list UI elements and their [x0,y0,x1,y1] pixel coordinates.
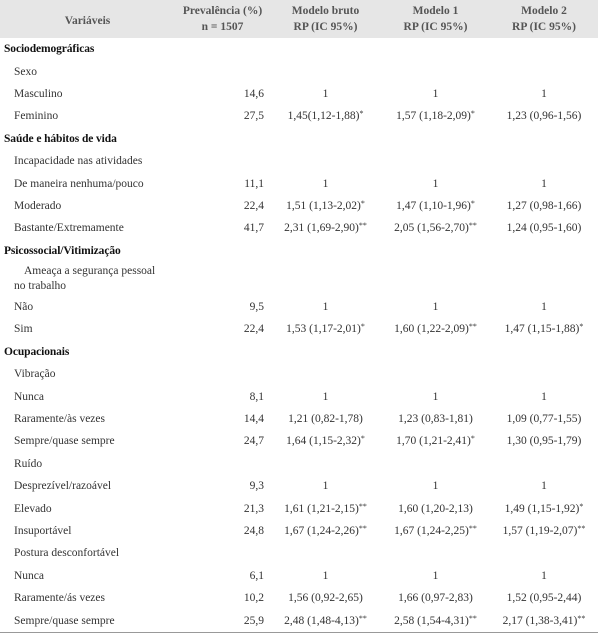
section-heading: Ocupacionais [4,345,70,358]
rp-bruto-cell: 1 [322,87,329,100]
rp-bruto-cell: 1,56 (0,92-2,65) [288,592,363,605]
rp-modelo2-cell: 1,30 (0,95-1,79) [506,435,582,448]
category-label: Nunca [14,390,45,403]
header-row-1 [0,0,598,19]
prevalence-cell: 22,4 [243,199,264,212]
category-label: Sempre/quase sempre [14,435,115,448]
significance-marker: ** [358,613,367,623]
significance-marker: ** [358,524,367,533]
table-row [0,497,598,519]
rp-modelo2-cell: 1,09 (0,77-1,55) [506,413,582,426]
header-rp-m1: RP (IC 95%) [403,21,468,33]
significance-marker: ** [358,221,367,231]
rp-modelo1-cell: 1 [432,87,439,100]
rp-bruto-cell: 1 [322,177,329,190]
rp-modelo1-cell: 1,70 (1,21-2,41)* [396,434,475,448]
rp-modelo2-cell: 1 [541,480,547,493]
significance-marker: * [579,501,584,511]
table-row [0,520,598,542]
rp-modelo1-cell: 1,67 (1,24-2,25)** [394,524,477,537]
table-row [0,430,598,452]
rp-bruto-cell: 1,64 (1,15-2,32)* [286,434,365,448]
subheading-row [0,150,598,172]
category-label: Não [14,301,34,314]
rp-modelo2-cell: 1 [541,177,547,190]
section-row [0,128,598,150]
rp-bruto-cell: 1 [322,569,329,582]
variable-subheading: Ruído [14,457,43,470]
section-row [0,38,598,60]
subheading-row [0,262,598,296]
table-row [0,105,598,127]
rp-bruto-cell: 2,48 (1,48-4,13)** [270,609,381,632]
prevalence-cell: 24,8 [243,525,264,537]
table-header [0,0,598,38]
prevalence-cell: 14,4 [243,413,264,426]
variable-subheading [0,262,598,296]
prevalence-cell: 10,2 [243,592,264,605]
category-label: De maneira nenhuma/pouco [14,177,144,190]
prevalence-cell: 25,9 [175,609,270,632]
rp-modelo1-cell: 1,60 (1,20-2,13) [398,502,473,515]
rp-modelo1-cell: 1,66 (0,97-2,83) [398,592,473,605]
prevalence-cell: 9,5 [249,301,264,314]
variable-subheading: Postura desconfortável [14,547,120,560]
category-label: Raramente/às vezes [14,413,105,426]
table-row [0,195,598,217]
rp-modelo1-cell: 2,58 (1,54-4,31)** [381,609,490,632]
rp-bruto-cell: 1,53 (1,17-2,01)* [286,322,365,336]
category-label: Desprezível/razoável [14,480,112,493]
rp-modelo2-cell: 1,23 (0,96-1,56) [506,110,582,123]
subheading-line-1: Ameaça a segurança pessoal [24,264,156,277]
prevalence-cell: 24,7 [243,435,264,448]
prevalence-cell: 8,1 [249,390,264,403]
rp-modelo1-cell: 1 [432,301,439,314]
significance-marker: * [470,109,475,119]
subheading-row [0,542,598,564]
significance-marker: * [360,434,365,444]
rp-modelo1-cell: 1,60 (1,22-2,09)** [394,322,477,336]
rp-modelo1-cell: 1 [432,569,439,582]
category-label: Elevado [14,502,52,515]
category-label: Insuportável [14,525,72,537]
header-modelo-2: Modelo 2 [521,5,567,17]
rp-modelo2-cell: 1,52 (0,95-2,44) [506,592,582,605]
category-label: Sim [14,323,33,336]
rp-bruto-cell: 1,51 (1,13-2,02)* [286,198,365,212]
rp-modelo2-cell: 1,57 (1,19-2,07)** [502,524,586,537]
category-label: Raramente/ás vezes [14,592,105,605]
subheading-row [0,363,598,385]
significance-marker: ** [468,221,477,231]
rp-modelo2-cell: 1,49 (1,15-1,92)* [504,501,584,515]
section-heading: Psicossocial/Vitimização [4,244,121,257]
header-variaveis: Variáveis [64,14,111,27]
rp-modelo1-cell: 2,05 (1,56-2,70)** [394,221,477,235]
table-row [0,296,598,318]
rp-modelo2-cell: 2,17 (1,38-3,41)** [490,609,598,632]
significance-marker: * [470,198,475,208]
table-row [0,217,598,239]
section-heading: Sociodemográficas [4,43,95,56]
significance-marker: ** [577,524,586,533]
table-row [0,408,598,430]
variable-subheading: Vibração [14,368,56,381]
variable-subheading: Incapacidade nas atividades [14,155,143,168]
section-row [0,240,598,262]
table-row [0,587,598,609]
prevalence-cell: 14,6 [243,87,264,100]
significance-marker: * [360,322,365,332]
prevalence-cell: 41,7 [243,222,264,235]
significance-marker: * [470,434,475,444]
rp-modelo2-cell: 1 [541,390,547,403]
rp-bruto-cell: 1,21 (0,82-1,78) [288,413,363,426]
table-row [0,172,598,194]
rp-modelo2-cell: 1 [541,569,547,582]
rp-bruto-cell: 1 [322,301,329,314]
header-modelo-bruto: Modelo bruto [291,5,360,17]
rp-modelo1-cell: 1 [432,177,439,190]
rp-bruto-cell: 1 [322,390,329,403]
category-label: Feminino [14,110,59,123]
significance-marker: ** [577,613,586,623]
table-body [0,38,598,632]
significance-marker: * [579,322,584,332]
subheading-line-2: no trabalho [14,279,67,292]
rp-modelo2-cell: 1,27 (0,98-1,66) [506,199,582,212]
prevalence-cell: 22,4 [243,323,264,336]
table-row [0,609,598,632]
prevalence-cell: 27,5 [243,110,264,123]
prevalence-cell: 6,1 [249,569,264,582]
category-label: Moderado [14,199,62,212]
variable-subheading: Sexo [14,65,37,78]
significance-marker: ** [358,501,367,511]
header-modelo-1: Modelo 1 [412,5,459,17]
rp-modelo1-cell: 1,47 (1,10-1,96)* [396,198,475,212]
significance-marker: * [359,109,364,119]
rp-modelo2-cell: 1,47 (1,15-1,88)* [504,322,584,336]
table-row [0,475,598,497]
table-row [0,385,598,407]
prevalence-cell: 11,1 [244,177,264,190]
significance-marker: ** [468,613,477,623]
section-heading: Saúde e hábitos de vida [4,132,117,145]
header-rp-m2: RP (IC 95%) [512,21,576,33]
rp-modelo2-cell: 1 [541,301,547,314]
rp-modelo1-cell: 1,23 (0,83-1,81) [398,413,473,426]
subheading-row [0,453,598,475]
category-label: Sempre/quase sempre [0,609,175,632]
rp-bruto-cell: 1,45(1,12-1,88)* [287,109,364,123]
subheading-row [0,60,598,82]
rp-modelo1-cell: 1,57 (1,18-2,09)* [396,109,475,123]
header-prevalencia: Prevalência (%) [182,5,263,17]
prevalence-cell: 21,3 [243,502,264,515]
category-label: Bastante/Extremamente [14,222,124,235]
rp-bruto-cell: 1,67 (1,24-2,26)** [284,524,367,537]
rp-modelo2-cell: 1 [541,87,547,100]
table-row [0,318,598,340]
rp-modelo2-cell: 1,24 (0,95-1,60) [506,222,582,235]
prevalence-cell: 9,3 [249,480,264,493]
rp-bruto-cell: 2,31 (1,69-2,90)** [284,221,367,235]
table-row [0,565,598,587]
section-row [0,341,598,363]
category-label: Nunca [14,569,45,582]
table-row [0,83,598,105]
header-rp-bruto: RP (IC 95%) [293,21,358,33]
rp-bruto-cell: 1 [322,480,329,493]
significance-marker: ** [468,322,477,332]
significance-marker: * [360,198,365,208]
category-label: Masculino [14,87,63,100]
header-n: n = 1507 [201,21,244,33]
rp-modelo1-cell: 1 [432,390,439,403]
rp-modelo1-cell: 1 [432,480,439,493]
significance-marker: ** [468,524,477,533]
rp-bruto-cell: 1,61 (1,21-2,15)** [284,501,367,515]
